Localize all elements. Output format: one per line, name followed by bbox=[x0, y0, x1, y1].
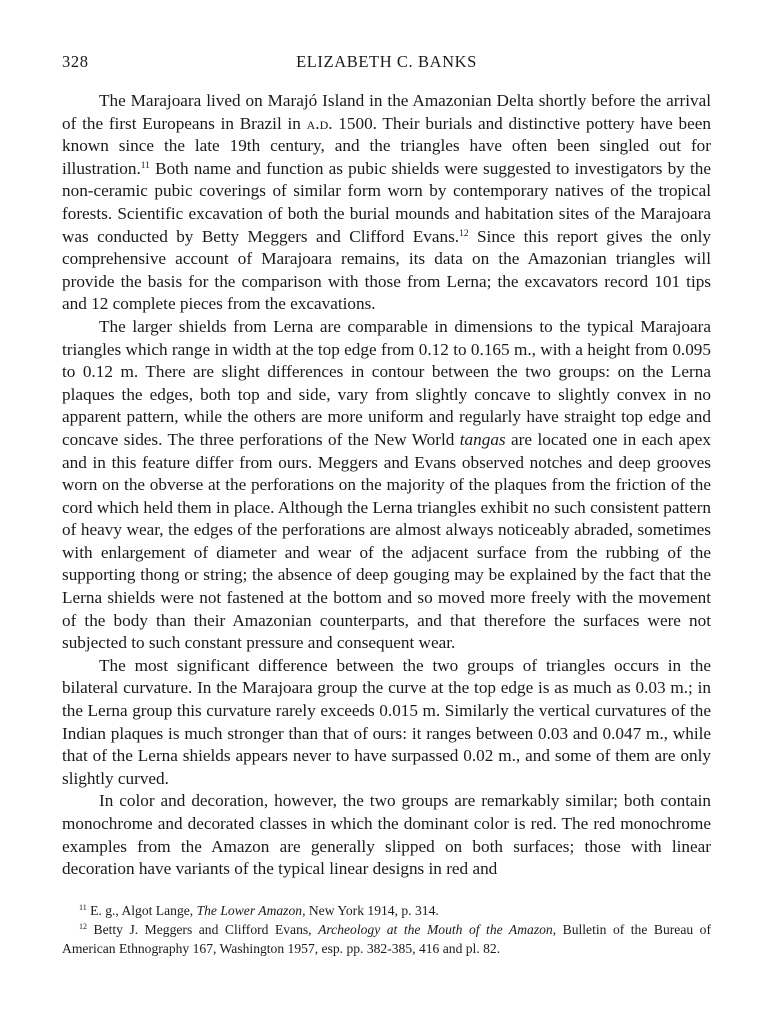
footnote-11-text-a: E. g., Algot Lange, bbox=[86, 902, 197, 918]
footnote-12-number: 12 bbox=[79, 921, 87, 931]
running-head bbox=[62, 52, 711, 76]
paragraph-1-text-b: 1500. Their burials and distinctive pottery have been known since the late 19th century, and the triangles have often been singled out for illustration. bbox=[62, 113, 711, 178]
page-number: 328 bbox=[62, 52, 89, 71]
footnote-12-text-a: Betty J. Meggers and Clifford Evans, bbox=[87, 921, 319, 937]
footnote-ref-12[interactable]: 12 bbox=[459, 228, 469, 239]
footnotes bbox=[62, 901, 711, 958]
paragraph-2-text-b: are located one in each apex and in this feature differ from ours. Meggers and Evans observed notches and deep grooves worn on the obverse at the perforations on the majority of the plaques from the friction of the cord which held them in place. Although the Lerna triangles exhibit no such consistent pattern of heavy wear, the edges of the perforations are almost always noticeably abraded, sometimes with enlargement of diameter and wear of the adjacent surface from the rubbing of the supporting thong or string; the absence of deep gouging may be explained by the fact that the Lerna shields were not fastened at the bottom and so moved more freely with the movement of the body than their Amazonian counterparts, and that therefore the surfaces were not subjected to such constant pressure and consequent wear. bbox=[62, 429, 711, 653]
footnote-12-title: Archeology at the Mouth of the Amazon, bbox=[318, 921, 557, 937]
paragraph-2 bbox=[62, 316, 711, 655]
footnote-11-number: 11 bbox=[79, 902, 87, 912]
paragraph-2-text-a: The larger shields from Lerna are comparable in dimensions to the typical Marajoara triangles which range in width at the top edge from 0.12 to 0.165 m., with a height from 0.095 to 0.12 m. There are slight differences in contour between the two groups: on the Lerna plaques the edges, both top and side, vary from slightly concave to slightly convex in no apparent pattern, while the others are more uniform and regularly have straight top edge and concave sides. The three perforations of the New World bbox=[62, 316, 711, 449]
page bbox=[62, 52, 711, 958]
paragraph-3: The most significant difference between the two groups of triangles occurs in the bilateral curvature. In the Marajoara group the curve at the top edge is as much as 0.03 m.; in the Lerna group this curvature rarely exceeds 0.015 m. Similarly the vertical curvatures of the Indian plaques is much stronger than that of ours: it ranges between 0.03 and 0.047 m., while that of the Lerna shields appears never to have surpassed 0.02 m., and some of them are only slightly curved. bbox=[62, 655, 711, 788]
footnote-ref-11[interactable]: 11 bbox=[140, 160, 150, 171]
paragraph-1 bbox=[62, 90, 711, 316]
running-title: ELIZABETH C. BANKS bbox=[296, 52, 477, 71]
footnote-11-text-b: New York 1914, p. 314. bbox=[305, 902, 439, 918]
footnote-11-title: The Lower Amazon, bbox=[196, 902, 306, 918]
footnote-11 bbox=[62, 901, 711, 920]
footnote-12 bbox=[62, 920, 711, 958]
paragraph-1-text-d: Since this report gives the only comprehensive account of Marajoara remains, its data on the Amazonian triangles will provide the basis for the comparison with those from Lerna; the excavators record 101 tips and 12 complete pieces from the excavations. bbox=[62, 226, 711, 314]
body-text bbox=[62, 90, 711, 881]
paragraph-1-text-c: Both name and function as pubic shields were suggested to investigators by the non-ceramic pubic coverings of similar form worn by contemporary natives of the tropical forests. Scientific excavation of both the burial mounds and habitation sites of the Marajoara was conducted by Betty Meggers and Clifford Evans. bbox=[62, 158, 711, 246]
era-abbreviation: a.d. bbox=[306, 113, 333, 133]
italic-term-tangas: tangas bbox=[459, 429, 506, 449]
paragraph-1-text-a: The Marajoara lived on Marajó Island in the Amazonian Delta shortly before the arrival of the first Europeans in Brazil in bbox=[62, 91, 711, 133]
paragraph-4: In color and decoration, however, the two groups are remarkably similar; both contain monochrome and decorated classes in which the dominant color is red. The red monochrome examples from the Amazon are generally slipped on both surfaces; those with linear decoration have variants of the typical linear designs in red and bbox=[62, 791, 711, 879]
footnote-12-text-b: Bulletin of the Bureau of American Ethnography 167, Washington 1957, esp. pp. 382-385, 416 and pl. 82. bbox=[62, 921, 711, 956]
